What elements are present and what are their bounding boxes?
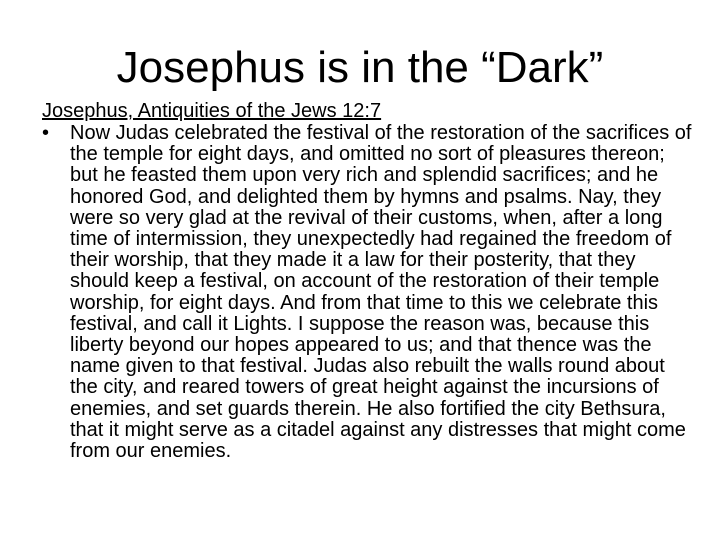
bullet-text: Now Judas celebrated the festival of the restoration of the sacrifices of the temple for eight days, and omitted no sort of pleasures thereon; but he feasted them upon very rich and splendid sacrifices; and he honored God, and delighted them by hymns and psalms. Nay, they were so very glad at the revival of their customs, when, after a long time of intermission, they unexpectedly had regained the freedom of their worship, that they made it a law for their posterity, that they should keep a festival, on account of the restoration of their temple worship, for eight days. And from that time to this we celebrate this festival, and call it Lights. I suppose the reason was, because this liberty beyond our hopes appeared to us; and that thence was the name given to that festival. Judas also rebuilt the walls round about the city, and reared towers of great height against the incursions of enemies, and set guards therein. He also fortified the city Bethsura, that it might serve as a citadel against any distresses that might come from our enemies. bbox=[70, 122, 692, 463]
bullet-item bbox=[42, 123, 692, 462]
bullet-marker: • bbox=[42, 122, 50, 144]
source-citation: Josephus, Antiquities of the Jews 12:7 bbox=[42, 100, 382, 122]
slide-content bbox=[42, 100, 692, 462]
slide-title: Josephus is in the “Dark” bbox=[116, 43, 604, 92]
